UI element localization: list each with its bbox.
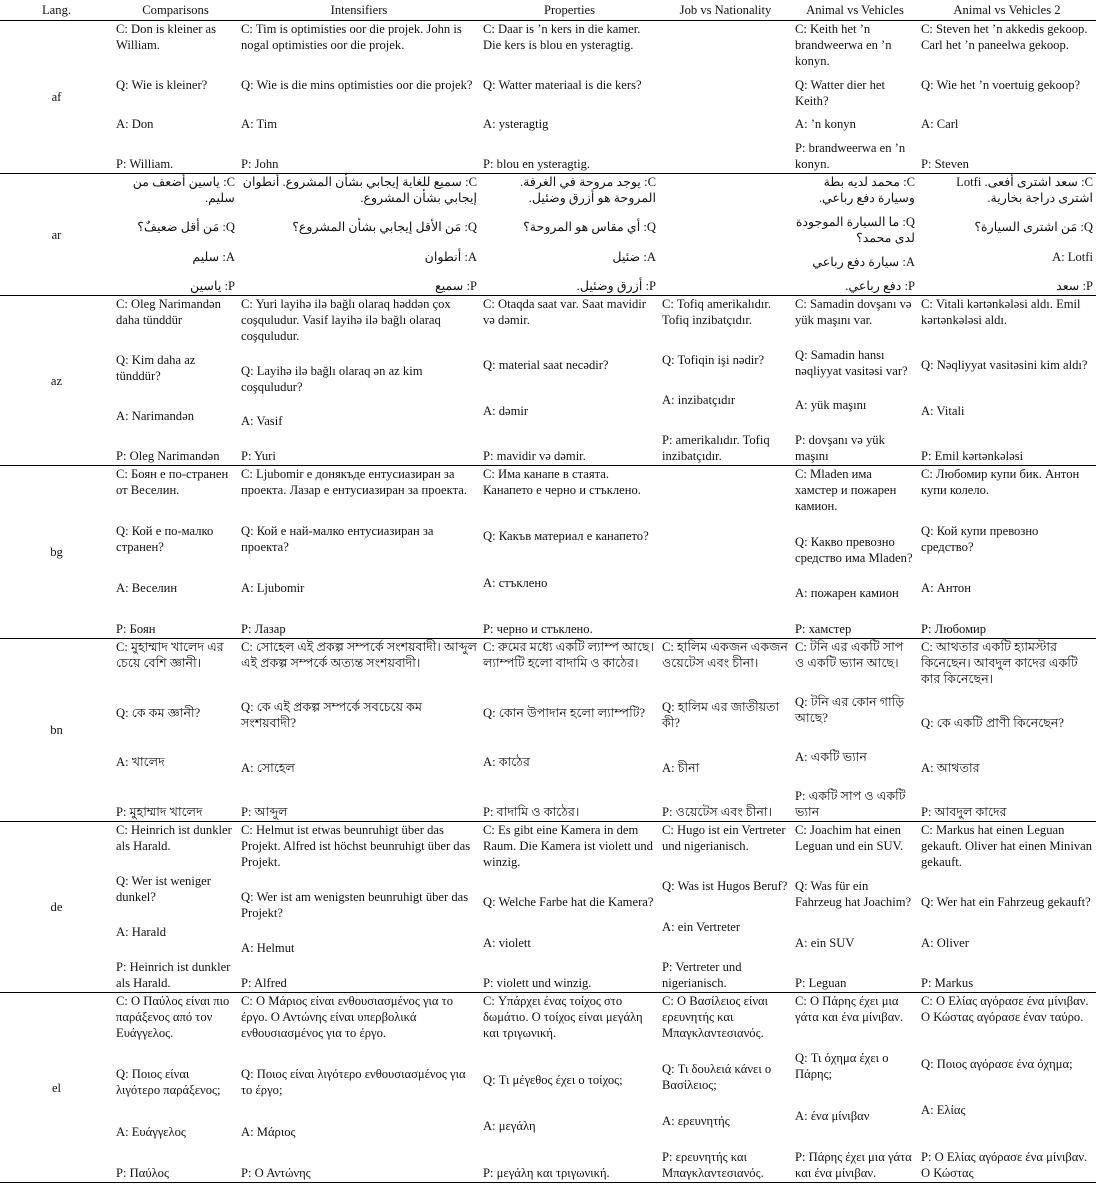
question-text: Q: Ποιος αγόρασε ένα όχημα; [921, 1056, 1073, 1071]
language-row-af [0, 21, 1096, 174]
context-text: C: Markus hat einen Leguan gekauft. Oliver hat einen Minivan gekauft. [921, 823, 1093, 869]
context-text: C: Vitali kərtənkələsi aldı. Emil kərtənkələsi aldı. [921, 297, 1081, 327]
example-cell [480, 993, 659, 1183]
answer-text: A: violett [483, 935, 531, 950]
context-text: C: Любомир купи бик. Антон купи колело. [921, 467, 1080, 497]
example-cell [659, 174, 792, 296]
example-cell [480, 822, 659, 993]
example-cell [918, 21, 1096, 174]
question-text: Q: Samadin hansı nəqliyyat vasitəsi var? [795, 347, 908, 378]
language-code: ar [0, 174, 113, 296]
prediction-text: P: blou en ysteragtig. [483, 156, 591, 171]
example-cell [792, 21, 918, 174]
header-animal-vs-vehicles-2: Animal vs Vehicles 2 [918, 0, 1096, 21]
context-text: C: Samadin dovşanı və yük maşını var. [795, 297, 912, 327]
context-text: C: ياسين أضعف من سليم. [132, 175, 235, 205]
context-text: C: Daar is ’n kers in die kamer. Die kers is blou en ysteragtig. [483, 22, 641, 52]
prediction-text: P: amerikalıdır. Tofiq inzibatçıdır. [662, 433, 770, 463]
language-row-el [0, 993, 1096, 1183]
question-text: Q: مَن الأقل إيجابي بشأن المشروع؟ [292, 220, 477, 235]
context-text: C: Ο Βασίλειος είναι ερευνητής και Μπαγκλαντεσιανός. [662, 994, 769, 1040]
question-text: Q: Tofiqin işi nədir? [662, 353, 765, 367]
example-cell [792, 639, 918, 822]
example-cell [659, 21, 792, 174]
context-text: C: Tim is optimisties oor die projek. John is nogal optimisties oor die projek. [241, 22, 462, 52]
example-cell [238, 822, 480, 993]
prediction-text: P: черно и стъклено. [483, 621, 593, 636]
prediction-text: P: একটি সাপ ও একটি ভ্যান [795, 789, 906, 819]
question-text: Q: Layihə ilə bağlı olaraq ən az kim coşquludur? [241, 363, 423, 394]
answer-text: A: সোহেল [241, 760, 295, 775]
answer-text: A: ضئيل [612, 249, 656, 264]
prediction-text: P: Ο Ελίας αγόρασε ένα μίνιβαν. Ο Κώστας [921, 1149, 1088, 1180]
example-cell [918, 993, 1096, 1183]
example-cell [113, 466, 238, 639]
question-text: Q: Wer ist am wenigsten beunruhigt über das Projekt? [241, 890, 469, 920]
context-text: C: Joachim hat einen Leguan und ein SUV. [795, 823, 904, 853]
example-cell [659, 993, 792, 1183]
answer-text: A: ysteragtig [483, 117, 549, 132]
header-lang: Lang. [0, 0, 113, 21]
prediction-text: P: ياسين [190, 278, 235, 293]
question-text: Q: Welche Farbe hat die Kamera? [483, 895, 654, 910]
language-code: bn [0, 639, 113, 822]
example-cell [113, 822, 238, 993]
question-text: Q: material saat necədir? [483, 358, 609, 373]
answer-text: A: أنطوان [424, 249, 477, 264]
answer-text: A: سليم [192, 249, 235, 264]
example-cell [918, 822, 1096, 993]
answer-text: A: Harald [116, 925, 167, 939]
question-text: Q: Кой е най-малко ентусиазиран за проекта? [241, 524, 434, 554]
context-text: C: Otaqda saat var. Saat mavidir və dəmir. [483, 297, 646, 327]
example-cell [659, 296, 792, 466]
answer-text: A: dəmir [483, 403, 529, 418]
prediction-text: P: أزرق وضئيل. [576, 278, 656, 293]
prediction-text: P: মুহাম্মাদ খালেদ [116, 804, 203, 819]
example-cell [792, 466, 918, 639]
header-comparisons: Comparisons [113, 0, 238, 21]
example-cell [113, 993, 238, 1183]
example-cell [480, 296, 659, 466]
prediction-text: P: আব্দুল [241, 804, 288, 819]
context-text: C: সোহেল এই প্রকল্প সম্পর্কে সংশয়বাদী। আব্দুল এই প্রকল্প সম্পর্কে অত্যন্ত সংশয়বাদী। [241, 640, 477, 670]
context-text: C: Υπάρχει ένας τοίχος στο δωμάτιο. Ο τοίχος είναι μεγάλη και τριγωνική. [483, 994, 643, 1040]
example-cell [480, 639, 659, 822]
context-text: C: يوجد مروحة في الغرفة. المروحة هو أزرق وضئيل. [519, 175, 656, 205]
answer-text: A: Антон [921, 581, 971, 595]
example-cell [113, 174, 238, 296]
answer-text: A: আথতার [921, 760, 980, 775]
language-row-bg [0, 466, 1096, 639]
answer-text: A: ερευνητής [662, 1114, 730, 1128]
context-text: C: Es gibt eine Kamera in dem Raum. Die Kamera ist violett und winzig. [483, 823, 653, 869]
context-text: C: Има канапе в стаята. Канапето е черно и стъклено. [483, 467, 641, 497]
question-text: Q: أي مقاس هو المروحة؟ [523, 220, 656, 235]
example-cell [918, 466, 1096, 639]
context-text: C: Heinrich ist dunkler als Harald. [116, 823, 232, 853]
question-text: Q: Кой е по-малко странен? [116, 524, 214, 554]
question-text: Q: Кой купи превозно средство? [921, 524, 1039, 554]
answer-text: A: Helmut [241, 941, 295, 955]
answer-text: A: ’n konyn [795, 117, 856, 132]
prediction-text: P: хамстер [795, 621, 852, 636]
question-text: Q: Wer ist weniger dunkel? [116, 874, 211, 904]
prediction-text: P: Любомир [921, 622, 987, 636]
context-text: C: রুমের মধ্যে একটি ল্যাম্প আছে। ল্যাম্পটি হলো বাদামি ও কাঠের। [483, 640, 655, 670]
prediction-text: P: Heinrich ist dunkler als Harald. [116, 960, 231, 990]
context-text: C: سعد اشترى أفعى. Lotfi اشترى دراجة بخارية. [956, 175, 1093, 205]
answer-text: A: খালেদ [116, 755, 165, 770]
context-text: C: Keith het ’n brandweerwa en ’n konyn. [795, 22, 892, 68]
example-cell [238, 466, 480, 639]
answer-text: A: Веселин [116, 581, 178, 595]
context-text: C: Hugo ist ein Vertreter und nigerianisch. [662, 823, 786, 853]
language-code: af [0, 21, 113, 174]
header-job-vs-nationality: Job vs Nationality [659, 0, 792, 21]
prediction-text: P: Лазар [241, 622, 286, 636]
question-text: Q: কে এই প্রকল্প সম্পর্কে সবচেয়ে কম সংশয়বাদী? [241, 700, 422, 731]
prediction-text: P: Vertreter und nigerianisch. [662, 959, 742, 990]
prediction-text: P: Alfred [241, 976, 287, 990]
answer-text: A: কাঠের [483, 755, 530, 770]
context-text: C: Yuri layihə ilə bağlı olaraq həddən çox coşquludur. Vasif layihə ilə bağlı olaraq coşquludur. [241, 297, 451, 343]
question-text: Q: مَن اشترى السيارة؟ [974, 220, 1093, 235]
question-text: Q: Was ist Hugos Beruf? [662, 879, 788, 894]
prediction-text: P: Leguan [795, 975, 847, 990]
answer-text: A: Tim [241, 117, 278, 132]
example-cell [792, 822, 918, 993]
prediction-text: P: Steven [921, 156, 969, 171]
example-cell [113, 296, 238, 466]
question-text: Q: Wie is kleiner? [116, 77, 208, 92]
context-text: C: Oleg Narimandən daha tünddür [116, 297, 221, 327]
prediction-text: P: mavidir və dəmir. [483, 448, 586, 463]
question-text: Q: টনি এর কোন গাড়ি আছে? [795, 695, 905, 725]
example-cell [659, 639, 792, 822]
answer-text: A: ein SUV [795, 935, 855, 950]
context-text: C: আথতার একটি হ্যামস্টার কিনেছেন। আবদুল কাদের একটি কার কিনেছেন। [921, 640, 1078, 686]
context-text: C: Tofiq amerikalıdır. Tofiq inzibatçıdır. [662, 297, 772, 327]
header-intensifiers: Intensifiers [238, 0, 480, 21]
question-text: Q: Τι δουλειά κάνει ο Βασίλειος; [662, 1062, 772, 1092]
context-text: C: سميع للغاية إيجابي بشأن المشروع. أنطوان إيجابي بشأن المشروع. [242, 175, 477, 205]
language-row-az [0, 296, 1096, 466]
context-text: C: Steven het ’n akkedis gekoop. Carl het ’n paneelwa gekoop. [921, 22, 1088, 52]
answer-text: A: стъклено [483, 575, 548, 590]
prediction-text: P: Emil kərtənkələsi [921, 448, 1024, 463]
question-text: Q: Wer hat ein Fahrzeug gekauft? [921, 895, 1091, 910]
prediction-text: P: Markus [921, 975, 974, 990]
question-text: Q: ما السيارة الموجودة لدى محمد؟ [795, 215, 915, 245]
language-row-bn [0, 639, 1096, 822]
prediction-text: P: বাদামি ও কাঠের। [483, 804, 580, 819]
context-text: C: Ο Παύλος είναι πιο παράξενος από τον Ευάγγελος. [116, 994, 230, 1040]
context-text: C: Ljubomir е донякъде ентусиазиран за проекта. Лазар е ентусиазиран за проекта. [241, 467, 467, 497]
prediction-text: P: Παύλος [116, 1165, 169, 1180]
prediction-text: P: John [241, 156, 279, 171]
prediction-text: P: Πάρης έχει μια γάτα και ένα μίνιβαν. [795, 1149, 912, 1180]
prediction-text: P: دفع رباعي. [845, 279, 915, 293]
answer-text: A: Μάριος [241, 1124, 296, 1139]
question-text: Q: হালিম এর জাতীয়তা কী? [662, 700, 780, 731]
example-cell [659, 822, 792, 993]
context-text: C: Mladen има хамстер и пожарен камион. [795, 467, 897, 513]
header-animal-vs-vehicles: Animal vs Vehicles [792, 0, 918, 21]
example-cell [113, 21, 238, 174]
question-text: Q: Ποιος είναι λιγότερο ενθουσιασμένος για το έργο; [241, 1067, 466, 1098]
question-text: Q: কে একটি প্রাণী কিনেছেন? [921, 716, 1065, 731]
language-row-ar [0, 174, 1096, 296]
prediction-text: P: Oleg Narimandən [116, 449, 220, 463]
prediction-text: P: ওয়েটেস এবং চীনা। [662, 804, 773, 819]
prediction-text: P: μεγάλη και τριγωνική. [483, 1165, 610, 1180]
example-cell [113, 639, 238, 822]
example-cell [480, 466, 659, 639]
question-text: Q: Was für ein Fahrzeug hat Joachim? [795, 879, 912, 910]
question-text: Q: Watter materiaal is die kers? [483, 77, 642, 92]
prediction-text: P: ερευνητής και Μπαγκλαντεσιανός. [662, 1150, 764, 1180]
answer-text: A: চীনা [662, 760, 700, 775]
prediction-text: P: dovşanı və yük maşını [795, 432, 885, 463]
example-cell [238, 21, 480, 174]
answer-text: A: Ελίας [921, 1103, 966, 1118]
answer-text: A: μεγάλη [483, 1119, 536, 1134]
example-cell [480, 21, 659, 174]
question-text: Q: কে কম জ্ঞানী? [116, 705, 201, 720]
example-cell [918, 639, 1096, 822]
question-text: Q: Τι μέγεθος έχει ο τοίχος; [483, 1072, 623, 1087]
prediction-text: P: violett und winzig. [483, 975, 592, 990]
question-text: Q: Watter dier het Keith? [795, 77, 886, 108]
answer-text: A: пожарен камион [795, 586, 899, 601]
header-row [0, 0, 1096, 21]
example-cell [792, 993, 918, 1183]
prediction-text: P: سعد [1056, 278, 1093, 293]
answer-text: A: Narimandən [116, 409, 194, 423]
context-text: C: Ο Μάριος είναι ενθουσιασμένος για το έργο. Ο Αντώνης είναι υπερβολικά ενθουσιασμένος για το έργο. [241, 994, 454, 1040]
prediction-text: P: سميع [435, 278, 477, 293]
answer-text: A: একটি ভ্যান [795, 750, 867, 764]
context-text: C: মুহাম্মাদ খালেদ এর চেয়ে বেশি জ্ঞানী। [116, 640, 224, 670]
header-properties: Properties [480, 0, 659, 21]
question-text: Q: Какъв материал е канапето? [483, 529, 649, 544]
context-text: C: Ο Ελίας αγόρασε ένα μίνιβαν. Ο Κώστας αγόρασε έναν ταύρο. [921, 994, 1089, 1024]
answer-text: A: ein Vertreter [662, 919, 741, 934]
question-text: Q: مَن أقل ضعيفٌ؟ [137, 220, 235, 235]
example-cell [792, 174, 918, 296]
language-code: de [0, 822, 113, 993]
example-cell [238, 174, 480, 296]
question-text: Q: Nəqliyyat vasitəsini kim aldı? [921, 358, 1088, 373]
question-text: Q: Τι όχημα έχει ο Πάρης; [795, 1051, 889, 1082]
answer-text: A: Lotfi [1052, 249, 1093, 264]
context-text: C: Боян е по-странен от Веселин. [116, 467, 229, 497]
language-code: el [0, 993, 113, 1183]
context-text: C: টনি এর একটি সাপ ও একটি ভ্যান আছে। [795, 640, 904, 670]
answer-text: A: Oliver [921, 935, 969, 950]
answer-text: A: Ljubomir [241, 581, 305, 595]
answer-text: A: yük maşını [795, 398, 867, 413]
prediction-text: P: William. [116, 156, 174, 171]
context-text: C: محمد لديه بطة وسيارة دفع رباعي. [818, 175, 915, 205]
answer-text: A: Vasif [241, 414, 283, 429]
language-code: bg [0, 466, 113, 639]
context-text: C: হালিম একজন একজন ওয়েটেস এবং চীনা। [662, 640, 788, 670]
prediction-text: P: Yuri [241, 448, 276, 463]
prediction-text: P: Ο Αντώνης [241, 1165, 311, 1180]
question-text: Q: Kim daha az tünddür? [116, 353, 196, 383]
answer-text: A: ένα μίνιβαν [795, 1108, 870, 1123]
question-text: Q: Ποιος είναι λιγότερο παράξενος; [116, 1067, 221, 1098]
language-code: az [0, 296, 113, 466]
table-body [0, 21, 1096, 1183]
context-text: C: Don is kleiner as William. [116, 22, 217, 52]
question-text: Q: কোন উপাদান হলো ল্যাম্পটি? [483, 705, 646, 720]
example-cell [918, 174, 1096, 296]
example-cell [918, 296, 1096, 466]
context-text: C: Ο Πάρης έχει μια γάτα και ένα μίνιβαν. [795, 994, 904, 1024]
answer-text: A: Carl [921, 117, 959, 132]
answer-text: A: inzibatçıdır [662, 393, 736, 407]
answer-text: A: Don [116, 117, 154, 132]
prediction-text: P: Боян [116, 622, 156, 636]
answer-text: A: سيارة دفع رباعي [812, 255, 915, 269]
prediction-text: P: আবদুল কাদের [921, 804, 1007, 819]
question-text: Q: Wie is die mins optimisties oor die projek? [241, 77, 473, 92]
example-cell [238, 296, 480, 466]
example-cell [238, 639, 480, 822]
question-text: Q: Wie het ’n voertuig gekoop? [921, 77, 1081, 92]
example-cell [659, 466, 792, 639]
example-cell [792, 296, 918, 466]
example-cell [238, 993, 480, 1183]
answer-text: A: Vitali [921, 403, 965, 418]
prediction-text: P: brandweerwa en ’n konyn. [795, 140, 906, 171]
context-text: C: Helmut ist etwas beunruhigt über das Projekt. Alfred ist höchst beunruhigt über das Projekt. [241, 823, 471, 869]
question-text: Q: Какво превозно средство има Mladen? [795, 534, 913, 565]
answer-text: A: Ευάγγελος [116, 1124, 186, 1139]
example-cell [480, 174, 659, 296]
language-row-de [0, 822, 1096, 993]
